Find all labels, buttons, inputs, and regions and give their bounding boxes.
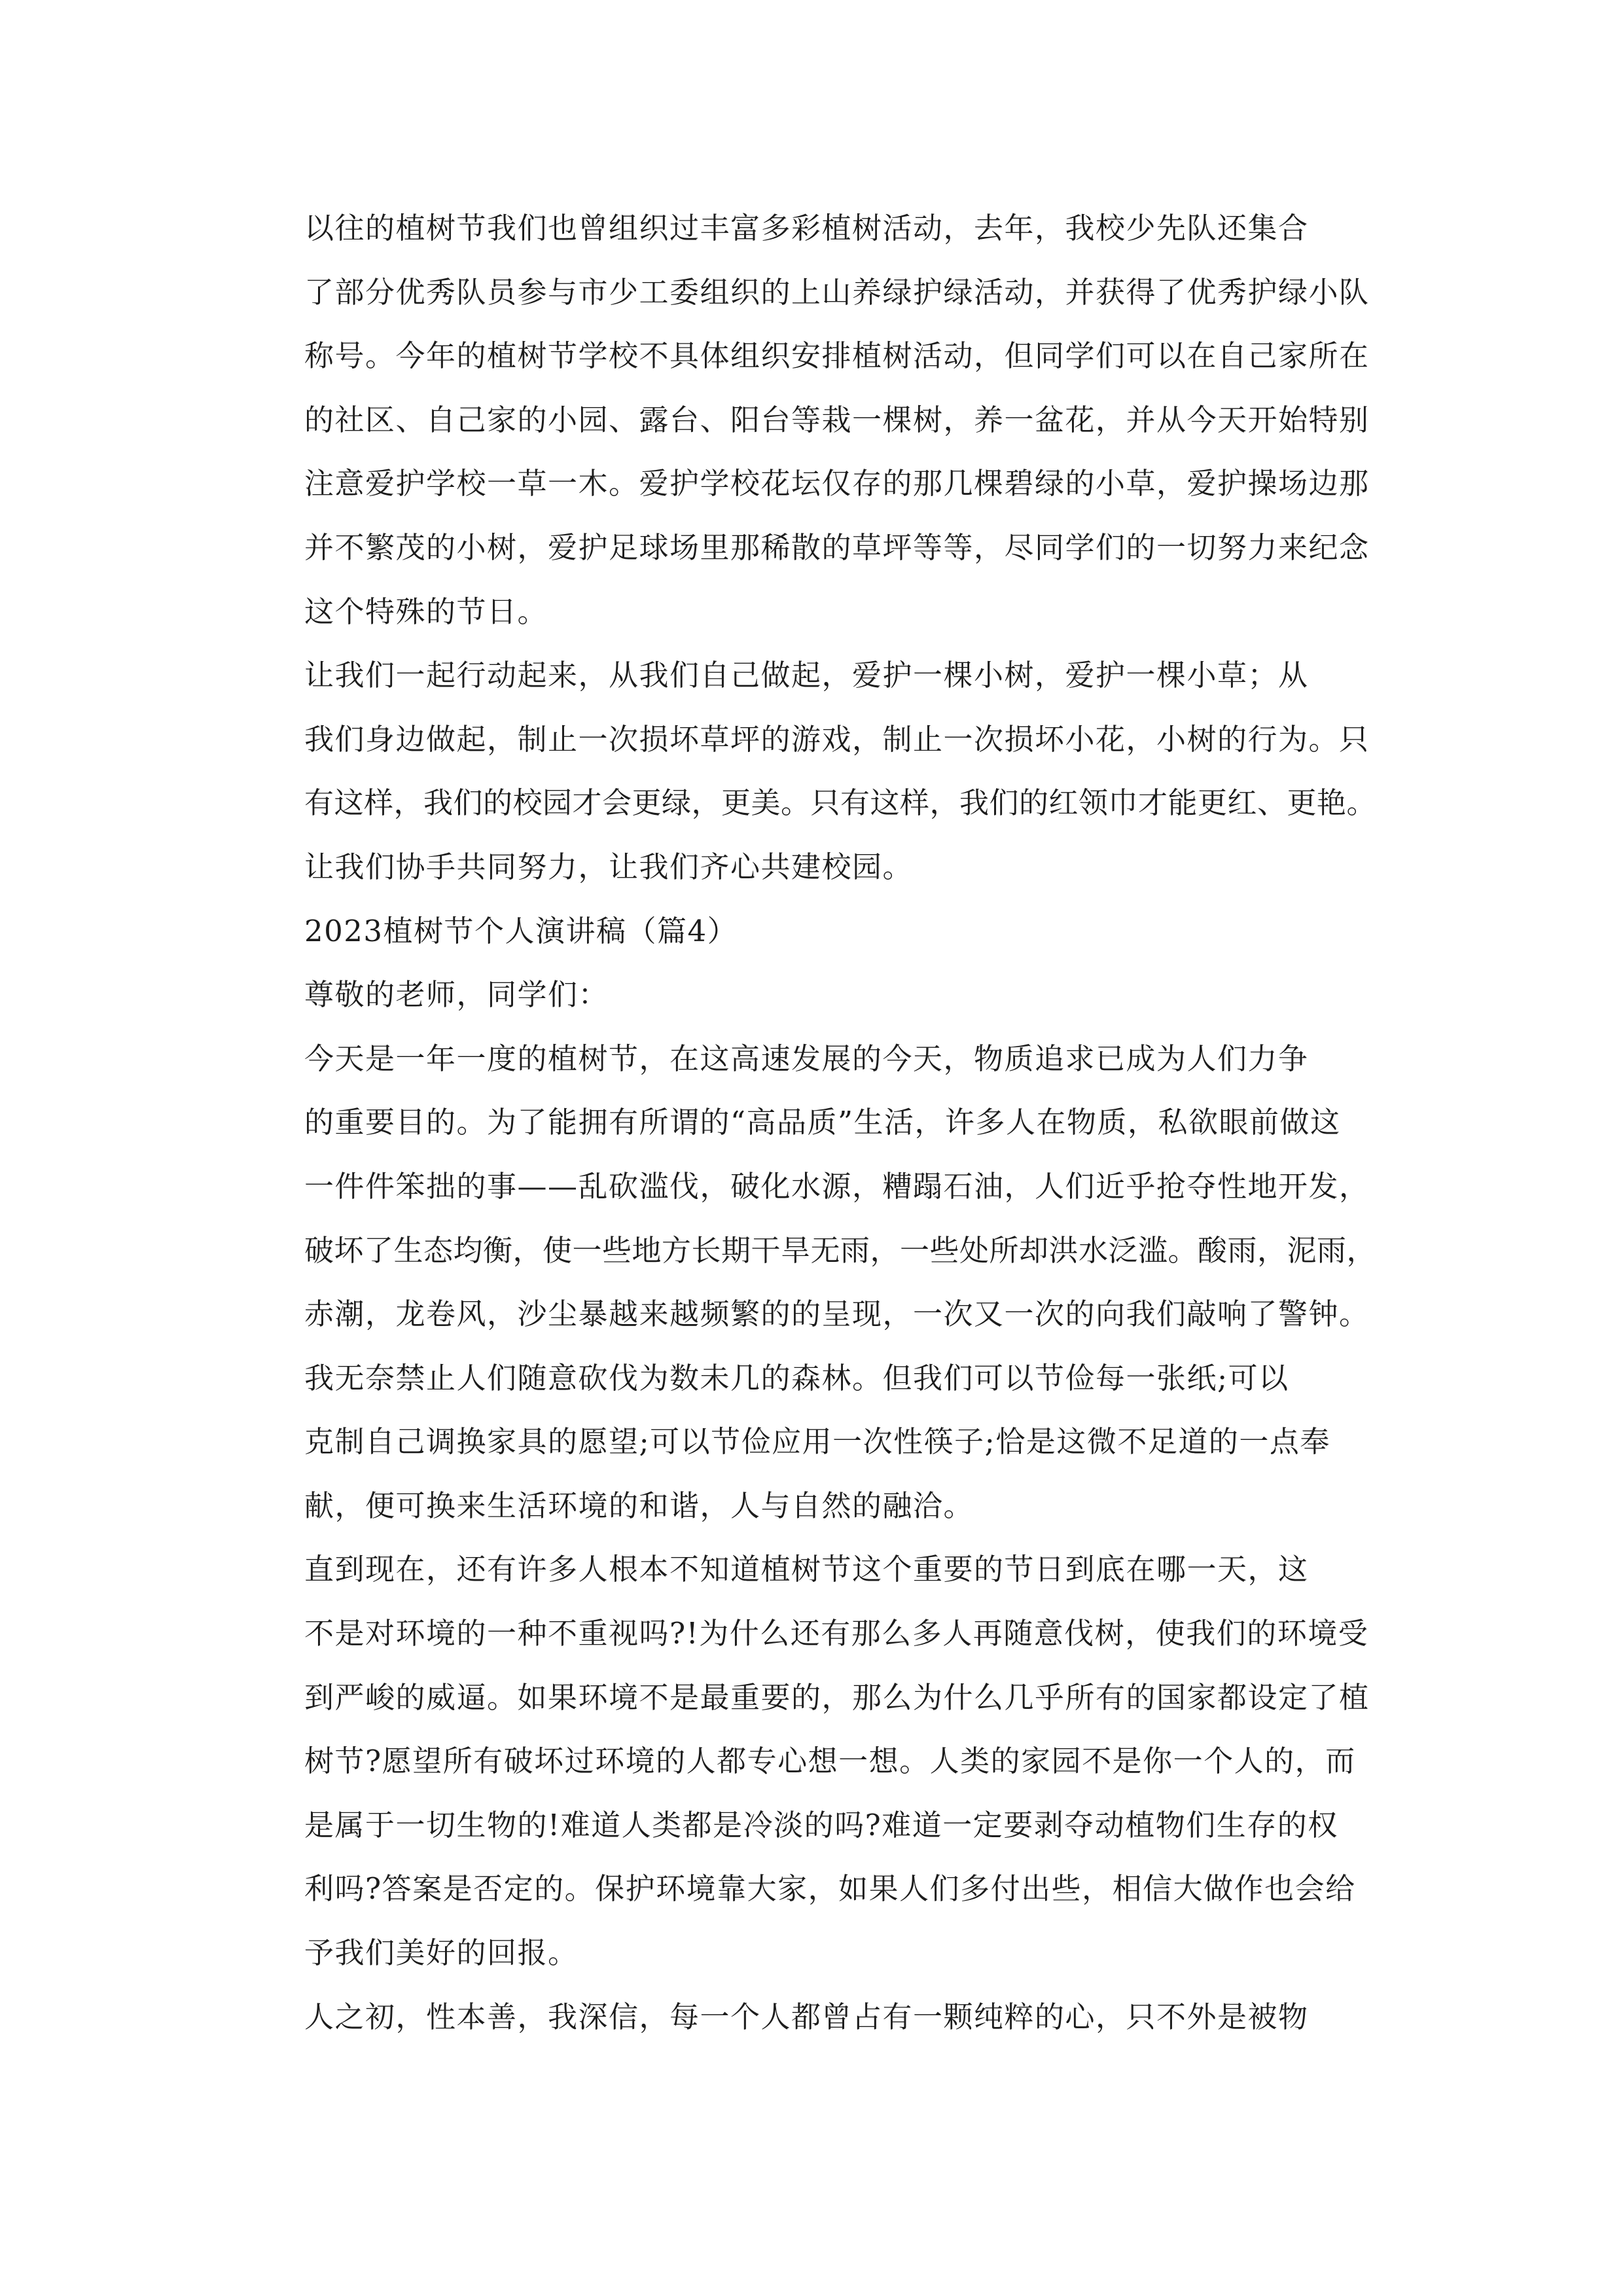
paragraph: [245, 1346, 1381, 1538]
text-line: 我们身边做起，制止一次损坏草坪的游戏，制止一次损坏小花，小树的行为。只: [304, 721, 1370, 757]
text-line: 破坏了生态均衡，使一些地方长期干旱无雨，一些处所却洪水泛滥。酸雨，泥雨，: [304, 1232, 1377, 1268]
text-line: 一件件笨拙的事——乱砍滥伐，破化水源，糟蹋石油，人们近乎抢夺性地开发，: [304, 1168, 1370, 1204]
text-line: 让我们一起行动起来，从我们自己做起，爱护一棵小树，爱护一棵小草；从: [304, 658, 1309, 693]
paragraph: [245, 1027, 1381, 1346]
text-line: 利吗?答案是否定的。保护环境靠大家，如果人们多付出些，相信大做作也会给: [304, 1871, 1356, 1907]
text-line: 树节?愿望所有破坏过环境的人都专心想一想。人类的家园不是你一个人的，而: [304, 1744, 1356, 1779]
paragraph: [245, 196, 1381, 643]
section-heading: [245, 899, 1381, 963]
text-line: 这个特殊的节日。: [304, 594, 548, 629]
text-line: 我无奈禁止人们随意砍伐为数未几的森林。但我们可以节俭每一张纸;可以: [304, 1360, 1289, 1395]
text-line: 今天是一年一度的植树节，在这高速发展的今天，物质追求已成为人们力争: [304, 1041, 1309, 1076]
text-line: 克制自己调换家具的愿望;可以节俭应用一次性筷子;恰是这微不足道的一点奉: [304, 1424, 1330, 1460]
text-line: 赤潮，龙卷风，沙尘暴越来越频繁的的呈现，一次又一次的向我们敲响了警钟。: [304, 1297, 1370, 1332]
text-line: 的社区、自己家的小园、露台、阳台等栽一棵树，养一盆花，并从今天开始特别: [304, 402, 1370, 437]
text-line: 直到现在，还有许多人根本不知道植树节这个重要的节日到底在哪一天，这: [304, 1552, 1309, 1587]
text-line: 让我们协手共同努力，让我们齐心共建校园。: [304, 849, 914, 884]
text-line: 并不繁茂的小树，爱护足球场里那稀散的草坪等等，尽同学们的一切努力来纪念: [304, 529, 1370, 565]
heading-text: 2023植树节个人演讲稿（篇4）: [304, 913, 738, 948]
text-line: 予我们美好的回报。: [304, 1935, 579, 1971]
text-line: 以往的植树节我们也曾组织过丰富多彩植树活动，去年，我校少先队还集合: [304, 211, 1309, 245]
text-line: 到严峻的威逼。如果环境不是最重要的，那么为什么几乎所有的国家都设定了植: [304, 1679, 1370, 1715]
text-line: 了部分优秀队员参与市少工委组织的上山养绿护绿活动，并获得了优秀护绿小队: [304, 274, 1370, 310]
document-page: [245, 196, 1381, 2049]
text-line: 的重要目的。为了能拥有所谓的“高品质”生活，许多人在物质，私欲眼前做这: [304, 1105, 1341, 1140]
text-line: 有这样，我们的校园才会更绿，更美。只有这样，我们的红领巾才能更红、更艳。: [304, 785, 1377, 821]
text-line: 人之初，性本善，我深信，每一个人都曾占有一颗纯粹的心，只不外是被物: [304, 1999, 1309, 2034]
text-line: 称号。今年的植树节学校不具体组织安排植树活动，但同学们可以在自己家所在: [304, 338, 1370, 374]
text-line: 是属于一切生物的!难道人类都是冷淡的吗?难道一定要剥夺动植物们生存的权: [304, 1807, 1338, 1842]
text-line: 不是对环境的一种不重视吗?!为什么还有那么多人再随意伐树，使我们的环境受: [304, 1616, 1369, 1651]
paragraph: [245, 643, 1381, 899]
salutation-text: 尊敬的老师，同学们：: [304, 977, 609, 1013]
paragraph: [245, 1985, 1381, 2049]
text-line: 献，便可换来生活环境的和谐，人与自然的融洽。: [304, 1488, 974, 1523]
paragraph: [245, 1537, 1381, 1984]
salutation: [245, 963, 1381, 1027]
text-line: 注意爱护学校一草一木。爱护学校花坛仅存的那几棵碧绿的小草，爱护操场边那: [304, 466, 1370, 501]
